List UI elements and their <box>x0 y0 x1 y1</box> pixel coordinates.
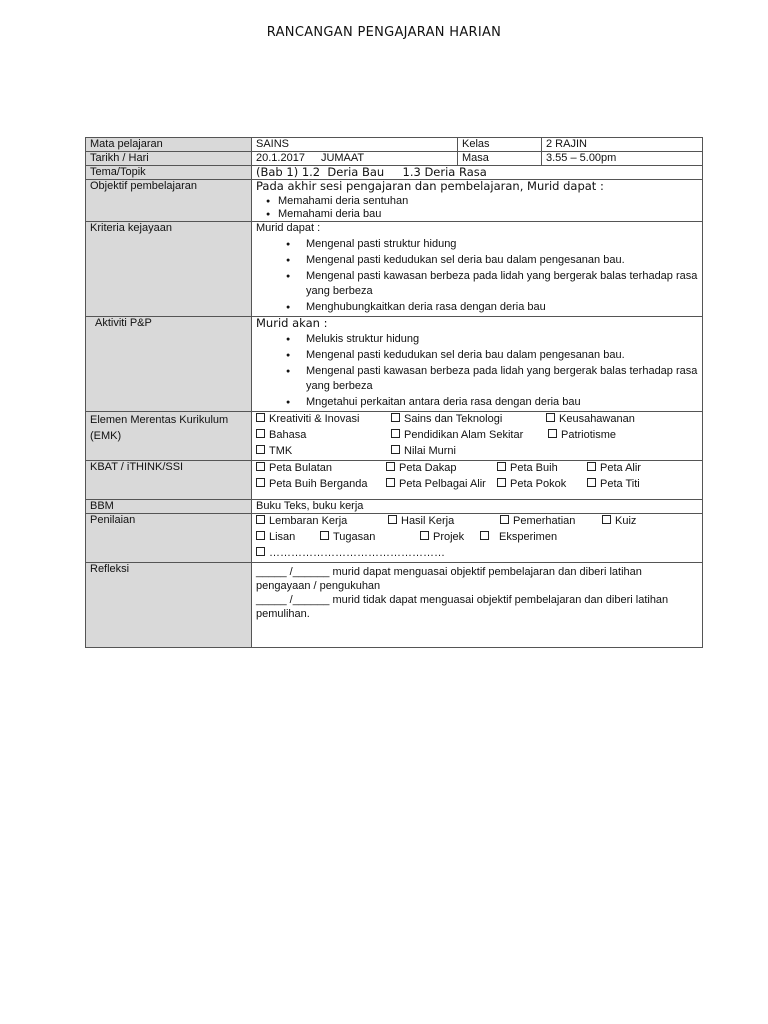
list-item: ● Mengenal pasti kawasan berbeza pada lidah yang bergerak balas terhadap rasa yang berbeza <box>306 364 698 394</box>
value-day: JUMAAT <box>320 152 365 164</box>
row-mata-pelajaran <box>86 138 703 152</box>
emk-option[interactable]: Kreativiti & Inovasi <box>256 413 359 426</box>
kbat-option[interactable]: Peta Titi <box>587 478 640 491</box>
penilaian-option[interactable]: Projek <box>420 531 464 544</box>
kbat-option[interactable]: Peta Buih <box>497 462 558 475</box>
value-date: 20.1.2017 <box>256 152 305 164</box>
refleksi-line-2: _____ /______ murid tidak dapat menguasai objektif pembelajaran dan diberi latihan pemulihan. <box>256 594 669 620</box>
kbat-option[interactable]: Peta Buih Berganda <box>256 478 367 491</box>
checkbox-icon[interactable] <box>497 478 506 487</box>
row-bbm <box>86 500 703 514</box>
value-refleksi <box>252 563 703 648</box>
checkbox-icon[interactable] <box>388 515 397 524</box>
checkbox-icon[interactable] <box>256 531 265 540</box>
kbat-option[interactable]: Peta Pokok <box>497 478 566 491</box>
row-aktiviti <box>86 317 703 412</box>
checkbox-icon[interactable] <box>391 429 400 438</box>
value-aktiviti <box>252 317 703 412</box>
list-item: ● Melukis struktur hidung <box>306 332 698 347</box>
value-objektif <box>252 180 703 222</box>
row-tarikh <box>86 152 703 166</box>
emk-option[interactable]: Nilai Murni <box>391 445 456 458</box>
value-tema: (Bab 1) 1.2 Deria Bau 1.3 Deria Rasa <box>252 166 703 180</box>
list-item: ● Menghubungkaitkan deria rasa dengan deria bau <box>306 300 698 315</box>
label-emk: Elemen Merentas Kurikulum (EMK) <box>86 412 252 461</box>
checkbox-icon[interactable] <box>386 462 395 471</box>
checkbox-icon[interactable] <box>500 515 509 524</box>
checkbox-icon[interactable] <box>256 478 265 487</box>
label-bbm: BBM <box>86 500 252 514</box>
penilaian-option[interactable]: Hasil Kerja <box>388 515 454 528</box>
checkbox-icon[interactable] <box>386 478 395 487</box>
checkbox-icon[interactable] <box>480 531 489 540</box>
label-tarikh: Tarikh / Hari <box>86 152 252 166</box>
refleksi-line-1: _____ /______ murid dapat menguasai objektif pembelajaran dan diberi latihan pengayaan / pengukuhan <box>256 566 642 592</box>
row-objektif <box>86 180 703 222</box>
checkbox-icon[interactable] <box>587 462 596 471</box>
value-kriteria <box>252 222 703 317</box>
value-emk <box>252 412 703 461</box>
checkbox-icon[interactable] <box>256 547 265 556</box>
label-kriteria: Kriteria kejayaan <box>86 222 252 317</box>
emk-option[interactable]: Keusahawanan <box>546 413 635 426</box>
checkbox-icon[interactable] <box>256 445 265 454</box>
list-item: ● Mengenal pasti kedudukan sel deria bau dalam pengesanan bau. <box>306 253 698 268</box>
label-tema: Tema/Topik <box>86 166 252 180</box>
label-aktiviti: Aktiviti P&P <box>86 317 252 412</box>
row-penilaian <box>86 514 703 563</box>
label-refleksi: Refleksi <box>86 563 252 648</box>
aktiviti-list <box>256 332 698 410</box>
list-item: ● Memahami deria bau <box>278 208 698 221</box>
value-subject: SAINS <box>252 138 458 152</box>
checkbox-icon[interactable] <box>548 429 557 438</box>
value-bbm: Buku Teks, buku kerja <box>252 500 703 514</box>
label-objektif: Objektif pembelajaran <box>86 180 252 222</box>
lesson-plan-table <box>85 137 703 648</box>
emk-option[interactable]: TMK <box>256 445 292 458</box>
checkbox-icon[interactable] <box>320 531 329 540</box>
kbat-option[interactable]: Peta Alir <box>587 462 641 475</box>
aktiviti-intro: Murid akan : <box>256 316 328 330</box>
value-kbat <box>252 461 703 500</box>
emk-option[interactable]: Sains dan Teknologi <box>391 413 502 426</box>
checkbox-icon[interactable] <box>587 478 596 487</box>
row-kbat <box>86 461 703 500</box>
kbat-option[interactable]: Peta Bulatan <box>256 462 332 475</box>
value-tarikh <box>252 152 458 166</box>
label-penilaian: Penilaian <box>86 514 252 563</box>
penilaian-option[interactable]: Lisan <box>256 531 295 544</box>
label-kelas: Kelas <box>458 138 542 152</box>
emk-option[interactable]: Patriotisme <box>548 429 616 442</box>
checkbox-icon[interactable] <box>420 531 429 540</box>
checkbox-icon[interactable] <box>256 429 265 438</box>
objektif-list <box>256 195 698 221</box>
row-kriteria <box>86 222 703 317</box>
emk-option[interactable]: Pendidikan Alam Sekitar <box>391 429 523 442</box>
kbat-option[interactable]: Peta Dakap <box>386 462 456 475</box>
penilaian-option[interactable]: Lembaran Kerja <box>256 515 347 528</box>
list-item: ● Mengenal pasti kawasan berbeza pada lidah yang bergerak balas terhadap rasa yang berbeza <box>306 269 698 299</box>
page-title: RANCANGAN PENGAJARAN HARIAN <box>266 25 502 40</box>
list-item: ● Memahami deria sentuhan <box>278 195 698 208</box>
list-item: ● Mengenal pasti kedudukan sel deria bau dalam pengesanan bau. <box>306 348 698 363</box>
checkbox-icon[interactable] <box>391 445 400 454</box>
penilaian-option[interactable]: Eksperimen <box>480 531 557 544</box>
checkbox-icon[interactable] <box>391 413 400 422</box>
objektif-intro: Pada akhir sesi pengajaran dan pembelajaran, Murid dapat : <box>256 179 604 193</box>
emk-option[interactable]: Bahasa <box>256 429 306 442</box>
label-masa: Masa <box>458 152 542 166</box>
label-kbat: KBAT / iTHINK/SSI <box>86 461 252 500</box>
row-tema <box>86 166 703 180</box>
list-item: ● Mengenal pasti struktur hidung <box>306 237 698 252</box>
checkbox-icon[interactable] <box>256 462 265 471</box>
penilaian-option[interactable]: Pemerhatian <box>500 515 575 528</box>
row-emk <box>86 412 703 461</box>
checkbox-icon[interactable] <box>602 515 611 524</box>
label-mata-pelajaran: Mata pelajaran <box>86 138 252 152</box>
kriteria-intro: Murid dapat : <box>256 222 321 234</box>
list-item: ● Mngetahui perkaitan antara deria rasa dengan deria bau <box>306 395 698 410</box>
value-penilaian <box>252 514 703 563</box>
checkbox-icon[interactable] <box>497 462 506 471</box>
value-masa: 3.55 – 5.00pm <box>542 152 703 166</box>
value-kelas: 2 RAJIN <box>542 138 703 152</box>
penilaian-option-other[interactable]: ………………………………………… <box>256 547 445 560</box>
checkbox-icon[interactable] <box>256 515 265 524</box>
kbat-option[interactable]: Peta Pelbagai Alir <box>386 478 486 491</box>
penilaian-option[interactable]: Kuiz <box>602 515 636 528</box>
penilaian-option[interactable]: Tugasan <box>320 531 375 544</box>
checkbox-icon[interactable] <box>546 413 555 422</box>
row-refleksi <box>86 563 703 648</box>
kriteria-list <box>256 237 698 315</box>
checkbox-icon[interactable] <box>256 413 265 422</box>
